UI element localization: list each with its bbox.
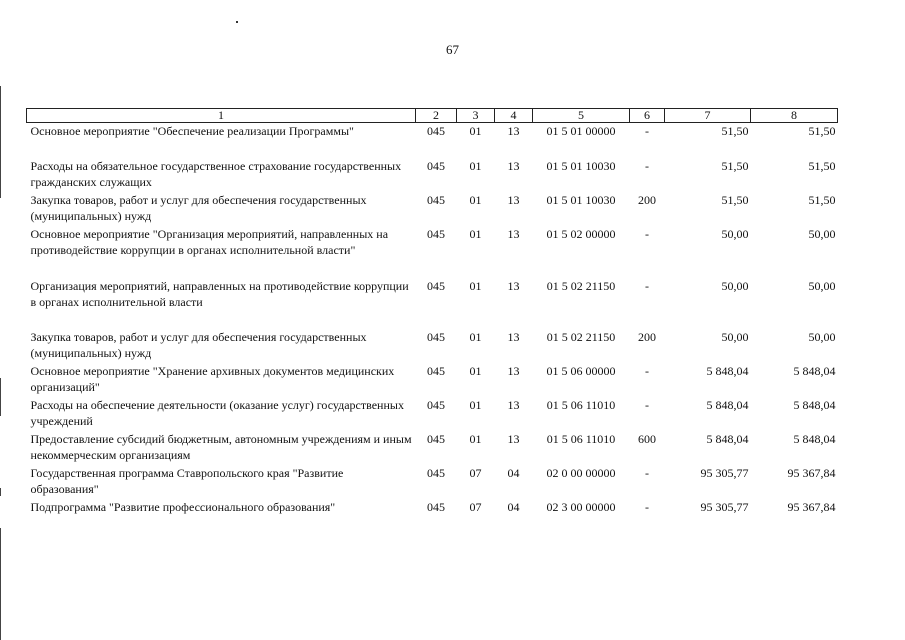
header-cell: 5 bbox=[533, 109, 630, 123]
cell-target-article: 02 0 00 00000 bbox=[546, 465, 616, 480]
cell-amount-1: 51,50 bbox=[721, 124, 749, 138]
row-name: Расходы на обязательное государственное страхование государственных гражданских служащих bbox=[30, 158, 402, 189]
cell-subsection: 13 bbox=[507, 397, 520, 412]
table-row bbox=[27, 226, 838, 278]
cell-subsection: 13 bbox=[507, 226, 520, 241]
cell-code: 045 bbox=[427, 465, 445, 480]
table-row bbox=[27, 363, 838, 397]
cell-target-article: 01 5 02 21150 bbox=[546, 329, 616, 344]
cell-section: 01 bbox=[469, 278, 482, 293]
row-name: Основное мероприятие "Организация мероприятий, направленных на противодействие коррупции в органах исполнительной власти" bbox=[30, 226, 389, 257]
table-row bbox=[27, 192, 838, 226]
row-name: Закупка товаров, работ и услуг для обеспечения государственных (муниципальных) нужд bbox=[30, 329, 367, 360]
cell-expense-type: - bbox=[645, 226, 649, 241]
table-row bbox=[27, 465, 838, 499]
cell-amount-2: 51,50 bbox=[808, 124, 836, 138]
cell-expense-type: - bbox=[645, 499, 649, 514]
page-number: 67 bbox=[446, 42, 459, 57]
cell-code: 045 bbox=[427, 124, 445, 138]
cell-target-article: 01 5 06 00000 bbox=[546, 363, 616, 378]
cell-amount-1: 5 848,04 bbox=[706, 397, 749, 412]
table-header-row bbox=[27, 109, 838, 123]
cell-amount-2: 51,50 bbox=[808, 158, 836, 173]
budget-table bbox=[26, 108, 838, 519]
cell-code: 045 bbox=[427, 397, 445, 412]
table-row bbox=[27, 123, 838, 158]
cell-section: 07 bbox=[469, 465, 482, 480]
scan-margin-line bbox=[0, 488, 1, 496]
cell-section: 01 bbox=[469, 158, 482, 173]
scan-speck bbox=[236, 21, 238, 23]
cell-code: 045 bbox=[427, 278, 445, 293]
header-cell: 8 bbox=[751, 109, 838, 123]
cell-expense-type: - bbox=[645, 363, 649, 378]
cell-target-article: 01 5 06 11010 bbox=[546, 431, 616, 446]
header-cell: 1 bbox=[27, 109, 416, 123]
cell-target-article: 01 5 01 00000 bbox=[546, 124, 616, 138]
row-name: Организация мероприятий, направленных на противодействие коррупции в органах исполнительной власти bbox=[30, 278, 409, 309]
cell-section: 01 bbox=[469, 397, 482, 412]
cell-expense-type: 200 bbox=[638, 329, 656, 344]
cell-subsection: 13 bbox=[507, 158, 520, 173]
cell-amount-1: 50,00 bbox=[721, 329, 749, 344]
cell-expense-type: - bbox=[645, 124, 649, 138]
cell-subsection: 13 bbox=[507, 363, 520, 378]
cell-section: 01 bbox=[469, 431, 482, 446]
row-name: Расходы на обеспечение деятельности (оказание услуг) государственных учреждений bbox=[30, 397, 404, 428]
row-name: Подпрограмма "Развитие профессионального образования" bbox=[30, 499, 336, 514]
cell-subsection: 13 bbox=[507, 329, 520, 344]
cell-amount-1: 51,50 bbox=[721, 192, 749, 207]
cell-amount-2: 50,00 bbox=[808, 278, 836, 293]
scan-margin-line bbox=[0, 528, 1, 640]
cell-section: 01 bbox=[469, 329, 482, 344]
cell-section: 01 bbox=[469, 363, 482, 378]
cell-expense-type: - bbox=[645, 278, 649, 293]
cell-subsection: 13 bbox=[507, 431, 520, 446]
cell-target-article: 01 5 02 00000 bbox=[546, 226, 616, 241]
cell-expense-type: - bbox=[645, 158, 649, 173]
row-name: Закупка товаров, работ и услуг для обеспечения государственных (муниципальных) нужд bbox=[30, 192, 367, 223]
cell-amount-1: 51,50 bbox=[721, 158, 749, 173]
cell-target-article: 01 5 06 11010 bbox=[546, 397, 616, 412]
table-row bbox=[27, 431, 838, 465]
scan-margin-line bbox=[0, 378, 1, 416]
cell-amount-2: 95 367,84 bbox=[787, 465, 836, 480]
row-name: Основное мероприятие "Обеспечение реализации Программы" bbox=[30, 124, 354, 138]
cell-code: 045 bbox=[427, 499, 445, 514]
table-row bbox=[27, 278, 838, 329]
cell-amount-2: 95 367,84 bbox=[787, 499, 836, 514]
cell-section: 01 bbox=[469, 124, 482, 138]
cell-code: 045 bbox=[427, 431, 445, 446]
cell-amount-2: 50,00 bbox=[808, 329, 836, 344]
cell-code: 045 bbox=[427, 158, 445, 173]
cell-target-article: 01 5 01 10030 bbox=[546, 192, 616, 207]
cell-subsection: 13 bbox=[507, 278, 520, 293]
header-cell: 3 bbox=[457, 109, 495, 123]
table-row bbox=[27, 397, 838, 431]
cell-section: 01 bbox=[469, 226, 482, 241]
header-cell: 7 bbox=[665, 109, 751, 123]
row-name: Предоставление субсидий бюджетным, автономным учреждениям и иным некоммерческим организациям bbox=[30, 431, 412, 462]
cell-amount-1: 50,00 bbox=[721, 278, 749, 293]
cell-amount-1: 5 848,04 bbox=[706, 363, 749, 378]
cell-subsection: 04 bbox=[507, 465, 520, 480]
cell-target-article: 01 5 01 10030 bbox=[546, 158, 616, 173]
cell-amount-2: 5 848,04 bbox=[793, 431, 836, 446]
row-name: Государственная программа Ставропольского края "Развитие образования" bbox=[30, 465, 344, 496]
table-row bbox=[27, 158, 838, 192]
cell-amount-2: 50,00 bbox=[808, 226, 836, 241]
header-cell: 2 bbox=[416, 109, 457, 123]
header-cell: 6 bbox=[630, 109, 665, 123]
cell-amount-1: 95 305,77 bbox=[700, 499, 749, 514]
cell-section: 07 bbox=[469, 499, 482, 514]
cell-amount-2: 5 848,04 bbox=[793, 397, 836, 412]
cell-amount-1: 95 305,77 bbox=[700, 465, 749, 480]
cell-amount-1: 5 848,04 bbox=[706, 431, 749, 446]
cell-target-article: 02 3 00 00000 bbox=[546, 499, 616, 514]
cell-code: 045 bbox=[427, 192, 445, 207]
cell-amount-1: 50,00 bbox=[721, 226, 749, 241]
cell-subsection: 13 bbox=[507, 124, 520, 138]
cell-code: 045 bbox=[427, 226, 445, 241]
cell-subsection: 04 bbox=[507, 499, 520, 514]
scan-margin-line bbox=[0, 86, 1, 198]
table-row bbox=[27, 499, 838, 519]
cell-amount-2: 5 848,04 bbox=[793, 363, 836, 378]
row-name: Основное мероприятие "Хранение архивных документов медицинских организаций" bbox=[30, 363, 395, 394]
cell-section: 01 bbox=[469, 192, 482, 207]
cell-code: 045 bbox=[427, 329, 445, 344]
cell-expense-type: 600 bbox=[638, 431, 656, 446]
cell-amount-2: 51,50 bbox=[808, 192, 836, 207]
cell-code: 045 bbox=[427, 363, 445, 378]
table-row bbox=[27, 329, 838, 363]
cell-expense-type: - bbox=[645, 397, 649, 412]
cell-expense-type: - bbox=[645, 465, 649, 480]
cell-expense-type: 200 bbox=[638, 192, 656, 207]
cell-subsection: 13 bbox=[507, 192, 520, 207]
cell-target-article: 01 5 02 21150 bbox=[546, 278, 616, 293]
header-cell: 4 bbox=[495, 109, 533, 123]
